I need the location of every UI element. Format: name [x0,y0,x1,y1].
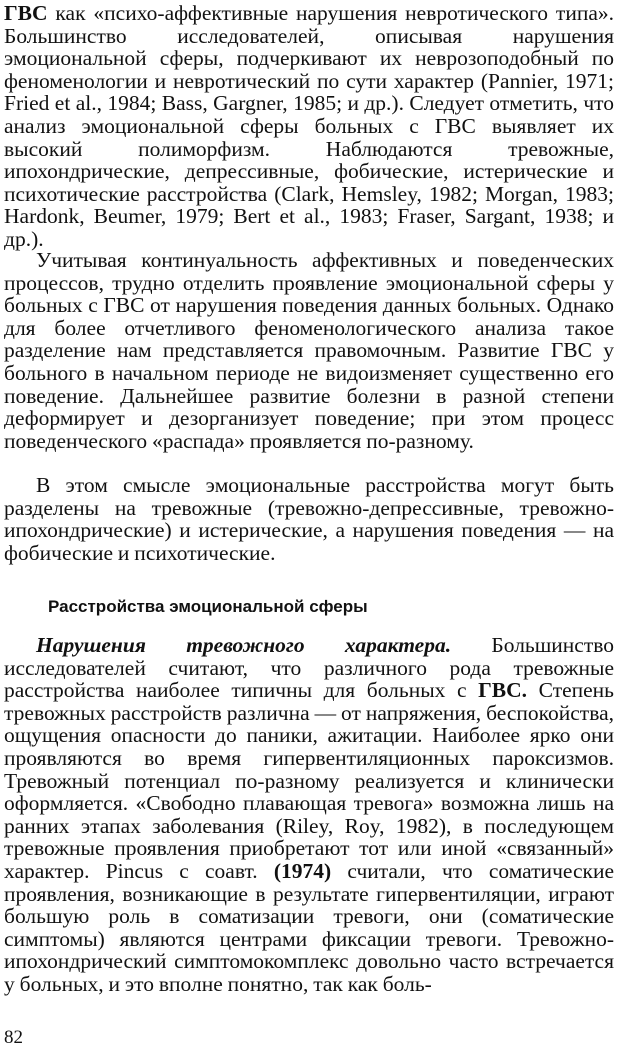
section-heading: Расстройства эмоциональной сферы [48,597,368,616]
paragraph-1 [4,2,614,251]
text-run: ГВС [4,1,48,25]
paragraph-3 [4,474,614,564]
text-run: В этом смысле эмоциональные расстройства могут быть разделены на тревожные (тревожно-депрессивные, тревожно-ипохондрические) и истерические, а нарушения поведения — на фобические и психотические. [4,473,614,565]
text-run: (1974) [273,858,332,883]
text-run: считали, что соматические проявления, возникающие в результате гипервентиляции, играют большую роль в соматизации тревоги, они (соматические симптомы) являются центрами фиксации тревоги. Тревожно-ипохондрический симптомокомплекс довольно часто встречается у больных, и это вполне понятно, так как боль- [4,858,614,996]
text-run: как «психо-аффективные нарушения невротического типа». Большинство исследователей, описывая нарушения эмоциональной сферы, подчеркивают их неврозоподобный по феноменологии и невротический по сути характер (Pannier, 1971; Fried et al., 1984; Bass, Gargner, 1985; и др.). Следует отметить, что анализ эмоциональной сферы больных с ГВС выявляет их высокий полиморфизм. Наблюдаются тревожные, ипохондрические, депрессивные, фобические, истерические и психотические расстройства (Clark, Hemsley, 1982; Morgan, 1983; Hardonk, Beumer, 1979; Bert et al., 1983; Fraser, Sargant, 1938; и др.). [4,1,614,251]
page-number: 82 [4,1027,23,1048]
text-run-lead: Нарушения тревожного характера. [36,633,452,657]
text-run: Большинство исследователей считают, что различного рода тревожные расстройства наиболее типичны для больных с [4,633,614,703]
section-paragraph [4,634,614,996]
text-run: ГВС. [478,678,528,703]
paragraph-2 [4,249,614,452]
text-run: Учитывая континуальность аффективных и поведенческих процессов, трудно отделить проявление эмоциональной сферы у больных с ГВС от нарушения поведения данных больных. Однако для более отчетливого феноменологического анализа такое разделение нам представляется правомочным. Развитие ГВС у больного в начальном периоде не видоизменяет существенно его поведение. Дальнейшее развитие болезни в разной степени деформирует и дезорганизует поведение; при этом процесс поведенческого «распада» проявляется по-разному. [4,248,614,453]
text-run: Степень тревожных расстройств различна — от напряжения, беспокойства, ощущения опасности до паники, ажитации. Наиболее ярко они проявляются во время гипервентиляционных пароксизмов. Тревожный потенциал по-разному реализуется и клинически оформляется. «Свободно плавающая тревога» возможна лишь на ранних этапах заболевания (Riley, Roy, 1982), в последующем тревожные проявления приобретают тот или иной «связанный» характер. Pincus с соавт. [4,678,614,883]
